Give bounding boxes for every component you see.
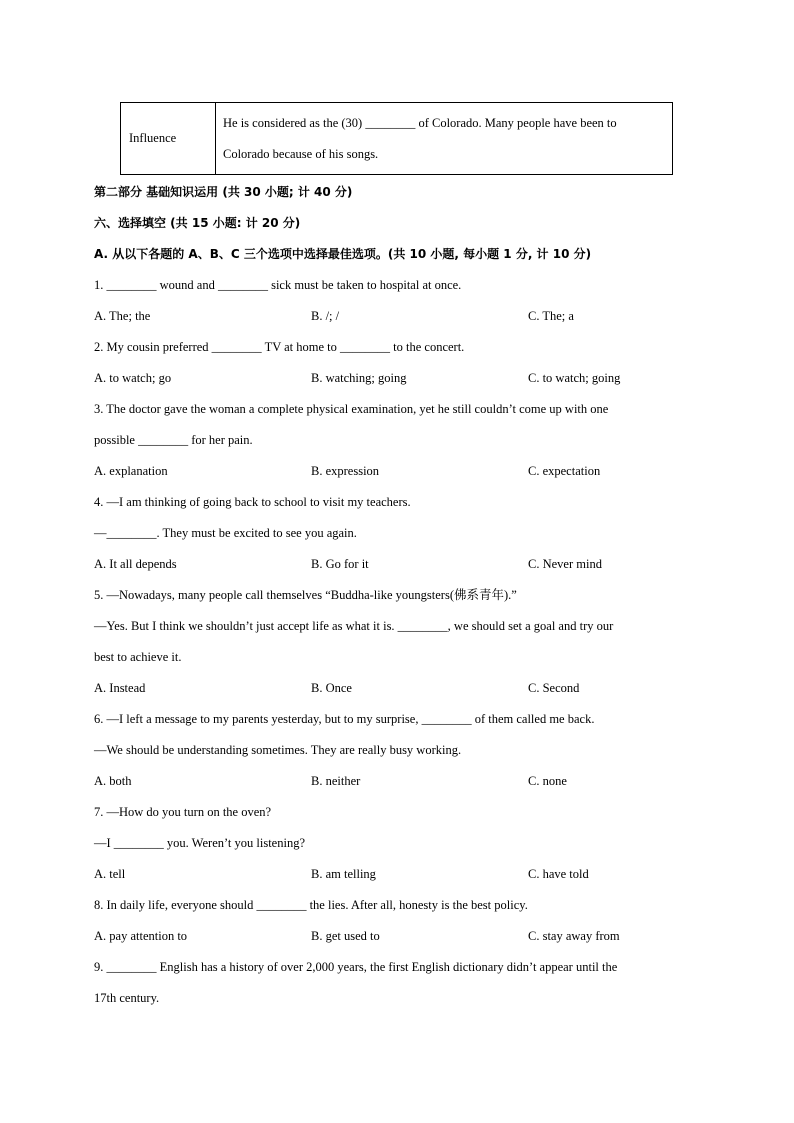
options-row (94, 306, 694, 337)
option-c[interactable]: C. The; a (528, 309, 574, 323)
question-text-line: —Yes. But I think we shouldn’t just accept life as what it is. ________, we should set a goal and try our (94, 619, 614, 633)
question-item (94, 399, 694, 492)
table-text-cell (216, 103, 673, 175)
question-text-line: possible ________ for her pain. (94, 433, 253, 447)
question-item (94, 585, 694, 709)
question-text-line: 9. ________ English has a history of over 2,000 years, the first English dictionary didn’t appear until the (94, 960, 618, 974)
option-b[interactable]: B. get used to (311, 929, 380, 943)
option-a[interactable]: A. pay attention to (94, 929, 188, 943)
option-a[interactable]: A. explanation (94, 464, 168, 478)
question-text-line: —I ________ you. Weren’t you listening? (94, 836, 306, 850)
question-text-line: 1. ________ wound and ________ sick must be taken to hospital at once. (94, 278, 462, 292)
options-row (94, 926, 694, 957)
info-table (120, 102, 673, 175)
part-a-title: A. 从以下各题的 A、B、C 三个选项中选择最佳选项。(共 10 小题, 每小题 1 分, 计 10 分) (94, 247, 592, 261)
option-a[interactable]: A. both (94, 774, 132, 788)
question-text-line: 3. The doctor gave the woman a complete physical examination, yet he still couldn’t come up with one (94, 402, 609, 416)
question-list (94, 275, 694, 1019)
question-text-line: 2. My cousin preferred ________ TV at home to ________ to the concert. (94, 340, 465, 354)
option-b[interactable]: B. neither (311, 774, 361, 788)
options-row (94, 554, 694, 585)
exam-content (94, 182, 694, 1019)
table-row (121, 103, 673, 175)
option-b[interactable]: B. am telling (311, 867, 376, 881)
option-a[interactable]: A. The; the (94, 309, 151, 323)
option-b[interactable]: B. Once (311, 681, 352, 695)
question-text-line: best to achieve it. (94, 650, 182, 664)
option-c[interactable]: C. none (528, 774, 567, 788)
question-text-line: —________. They must be excited to see you again. (94, 526, 357, 540)
option-b[interactable]: B. Go for it (311, 557, 369, 571)
option-b[interactable]: B. watching; going (311, 371, 407, 385)
question-item (94, 275, 694, 337)
option-a[interactable]: A. tell (94, 867, 126, 881)
table-text-line: He is considered as the (30) ________ of Colorado. Many people have been to (223, 115, 617, 130)
table-label-cell: Influence (121, 103, 216, 175)
options-row (94, 461, 694, 492)
question-item (94, 492, 694, 585)
question-text-line: 8. In daily life, everyone should ________ the lies. After all, honesty is the best policy. (94, 898, 528, 912)
option-c[interactable]: C. expectation (528, 464, 601, 478)
options-row (94, 771, 694, 802)
question-item (94, 895, 694, 957)
question-item (94, 802, 694, 895)
option-a[interactable]: A. Instead (94, 681, 146, 695)
option-c[interactable]: C. Never mind (528, 557, 602, 571)
section-title: 第二部分 基础知识运用 (共 30 小题; 计 40 分) (94, 185, 353, 199)
option-b[interactable]: B. expression (311, 464, 380, 478)
option-a[interactable]: A. It all depends (94, 557, 177, 571)
option-c[interactable]: C. Second (528, 681, 580, 695)
table-text-line: Colorado because of his songs. (223, 146, 379, 161)
question-text-line: 4. —I am thinking of going back to school to visit my teachers. (94, 495, 411, 509)
question-item (94, 709, 694, 802)
option-b[interactable]: B. /; / (311, 309, 340, 323)
option-c[interactable]: C. have told (528, 867, 589, 881)
question-text-line: 6. —I left a message to my parents yesterday, but to my surprise, ________ of them called me back. (94, 712, 595, 726)
options-row (94, 368, 694, 399)
question-text-line: 5. —Nowadays, many people call themselves “Buddha-like youngsters(佛系青年).” (94, 588, 517, 602)
options-row (94, 864, 694, 895)
option-c[interactable]: C. stay away from (528, 929, 620, 943)
question-text-line: 7. —How do you turn on the oven? (94, 805, 272, 819)
question-text-line: 17th century. (94, 991, 160, 1005)
question-item (94, 957, 694, 1019)
options-row (94, 678, 694, 709)
subsection-title: 六、选择填空 (共 15 小题: 计 20 分) (94, 216, 301, 230)
option-a[interactable]: A. to watch; go (94, 371, 172, 385)
option-c[interactable]: C. to watch; going (528, 371, 621, 385)
question-text-line: —We should be understanding sometimes. They are really busy working. (94, 743, 462, 757)
question-item (94, 337, 694, 399)
